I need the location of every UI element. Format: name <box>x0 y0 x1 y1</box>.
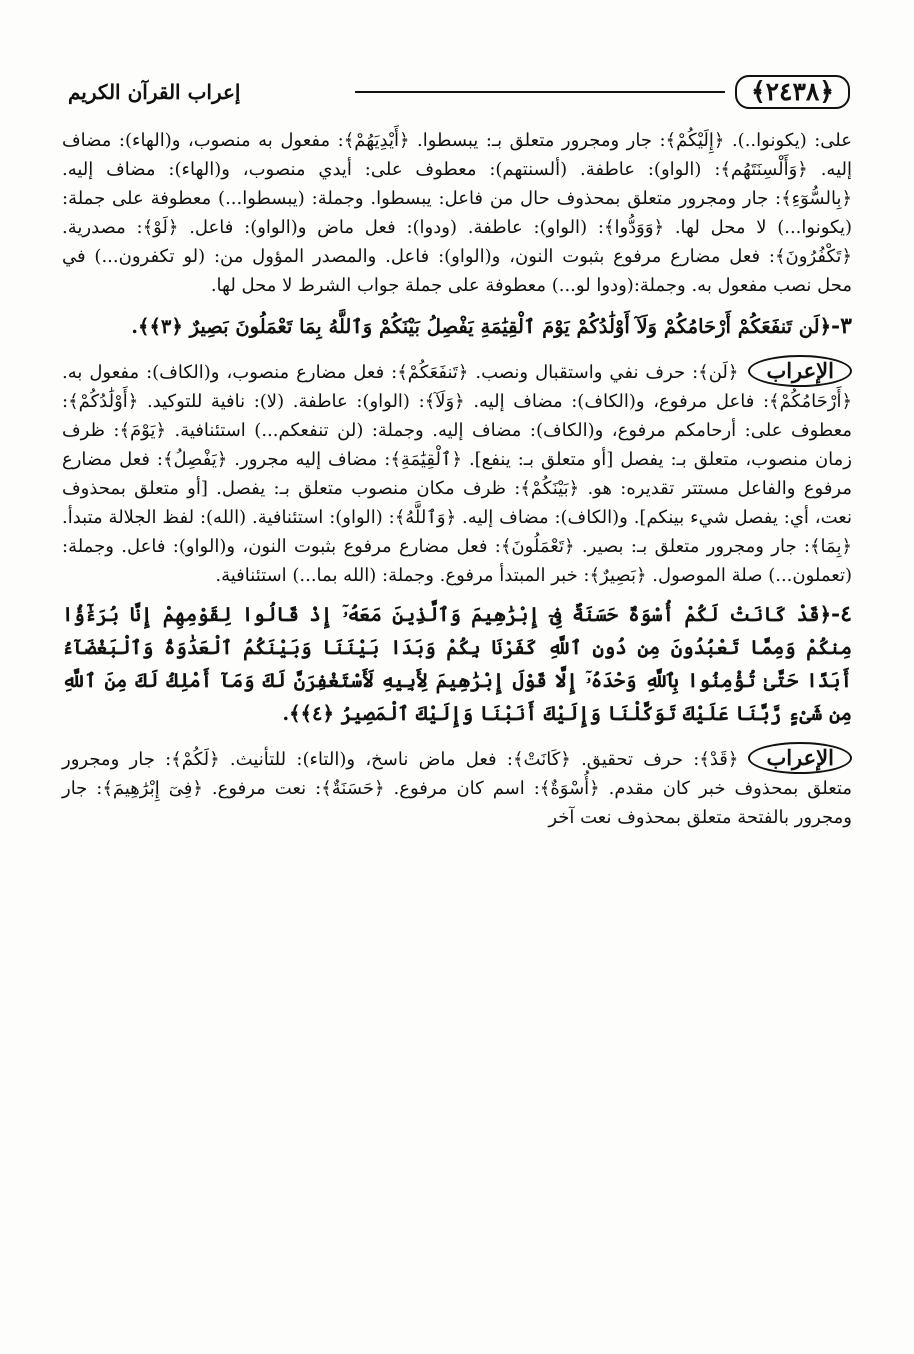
page-header <box>68 70 850 114</box>
book-title: إعراب القرآن الكريم <box>68 80 241 104</box>
header-rule <box>355 91 725 93</box>
irab-3-text: ﴿لَن﴾: حرف نفي واستقبال ونصب. ﴿تَنفَعَكُمْ﴾: فعل مضارع منصوب، و(الكاف): مفعول به. ﴿أَرْحَامُكُمْ﴾: فاعل مرفوع، و(الكاف): مضاف إليه. ﴿وَلَآ﴾: (الواو): عاطفة. (لا): نافية للتوكيد. ﴿أَوْلَٰدُكُمْ﴾: معطوف على: أرحامكم مرفوع، و(الكاف): مضاف إليه. وجملة: (لن تنفعكم...) استئنافية. ﴿يَوْمَ﴾: ظرف زمان منصوب، متعلق بـ: يفصل [أو متعلق بـ: ينفع]. ﴿ٱلْقِيَٰمَةِ﴾: مضاف إليه مجرور. ﴿يَفْصِلُ﴾: فعل مضارع مرفوع والفاعل مستتر تقديره: هو. ﴿بَيْنَكُمْ﴾: ظرف مكان منصوب متعلق بـ: يفصل. [أو متعلق بمحذوف نعت، أي: يفصل شيء بينكم]. و(الكاف): مضاف إليه. ﴿وَٱللَّهُ﴾: (الواو): استئنافية. (الله): لفظ الجلالة متبدأ. ﴿بِمَا﴾: جار ومجرور متعلق بـ: بصير. ﴿تَعْمَلُونَ﴾: فعل مضارع مرفوع بثبوت النون، و(الواو): فاعل. وجملة: (تعملون...) صلة الموصول. ﴿بَصِيرٌ﴾: خبر المبتدأ مرفوع. وجملة: (الله بما...) استئنافية. <box>62 362 852 586</box>
irab-4-text: ﴿قَدْ﴾: حرف تحقيق. ﴿كَانَتْ﴾: فعل ماض ناسخ، و(التاء): للتأنيث. ﴿لَكُمْ﴾: جار ومجرور متعلق بمحذوف خبر كان مقدم. ﴿أُسْوَةٌ﴾: اسم كان مرفوع. ﴿حَسَنَةٌ﴾: نعت مرفوع. ﴿فِىٓ إِبْرَٰهِيمَ﴾: جار ومجرور بالفتحة متعلق بمحذوف نعت آخر <box>62 749 852 828</box>
verse-3-text: ﴿لَن تَنفَعَكُمْ أَرْحَامُكُمْ وَلَآ أَوْلَٰدُكُمْ يَوْمَ ٱلْقِيَٰمَةِ يَفْصِلُ بَيْنَكُمْ وَٱللَّهُ بِمَا تَعْمَلُونَ بَصِيرٌ ﴿٣﴾﴾. <box>131 315 832 338</box>
page-number: ﴿٢٤٣٨﴾ <box>735 75 850 109</box>
verse-4 <box>62 598 852 730</box>
verse-4-text: ﴿قَدْ كَانَتْ لَكُمْ أُسْوَةٌ حَسَنَةٌ فِىٓ إِبْرَٰهِيمَ وَٱلَّذِينَ مَعَهُۥٓ إِذْ قَالُوا لِقَوْمِهِمْ إِنَّا بُرَءَٰٓؤُا مِنكُمْ وَمِمَّا تَعْبُدُونَ مِن دُونِ ٱللَّهِ كَفَرْنَا بِكُمْ وَبَدَا بَيْنَنَا وَبَيْنَكُمُ ٱلْعَدَٰوَةُ وَٱلْبَغْضَآءُ أَبَدًا حَتَّىٰ تُؤْمِنُوا بِٱللَّهِ وَحْدَهُۥٓ إِلَّا قَوْلَ إِبْرَٰهِيمَ لِأَبِيهِ لَأَسْتَغْفِرَنَّ لَكَ وَمَآ أَمْلِكُ لَكَ مِنَ ٱللَّهِ مِن شَىْءٍ رَّبَّنَا عَلَيْكَ تَوَكَّلْنَا وَإِلَيْكَ أَنَبْنَا وَإِلَيْكَ ٱلْمَصِيرُ ﴿٤﴾﴾. <box>62 603 852 725</box>
irab-label-badge-2: الإعراب <box>748 742 852 774</box>
verse-3-number: ٣- <box>831 313 852 339</box>
verse-4-number: ٤- <box>831 601 852 627</box>
verse-3 <box>62 310 852 343</box>
irab-section-4 <box>62 742 852 832</box>
intro-paragraph: على: (يكونوا..). ﴿إِلَيْكُمْ﴾: جار ومجرور متعلق بـ: يبسطوا. ﴿أَيْدِيَهُمْ﴾: مفعول به منصوب، و(الهاء): مضاف إليه. ﴿وَأَلْسِنَتَهُم﴾: (الواو): عاطفة. (ألسنتهم): معطوف على: أيدي منصوب، و(الهاء): مضاف إليه. ﴿بِالسُّوٓءِ﴾: جار ومجرور متعلق بمحذوف حال من فاعل: يبسطوا. وجملة: (يبسطوا...) معطوفة على جملة: (يكونوا...) لا محل لها. ﴿وَوَدُّوا﴾: (الواو): عاطفة. (ودوا): فعل ماض و(الواو): فاعل. ﴿لَوْ﴾: مصدرية. ﴿تَكْفُرُونَ﴾: فعل مضارع مرفوع بثبوت النون، و(الواو): فاعل. والمصدر المؤول من: (لو تكفرون...) في محل نصب مفعول به. وجملة:(ودوا لو...) معطوفة على جملة جواب الشرط لا محل لها. <box>62 130 852 296</box>
irab-section-3 <box>62 355 852 590</box>
page-body <box>62 126 852 840</box>
irab-label-badge: الإعراب <box>748 355 852 387</box>
